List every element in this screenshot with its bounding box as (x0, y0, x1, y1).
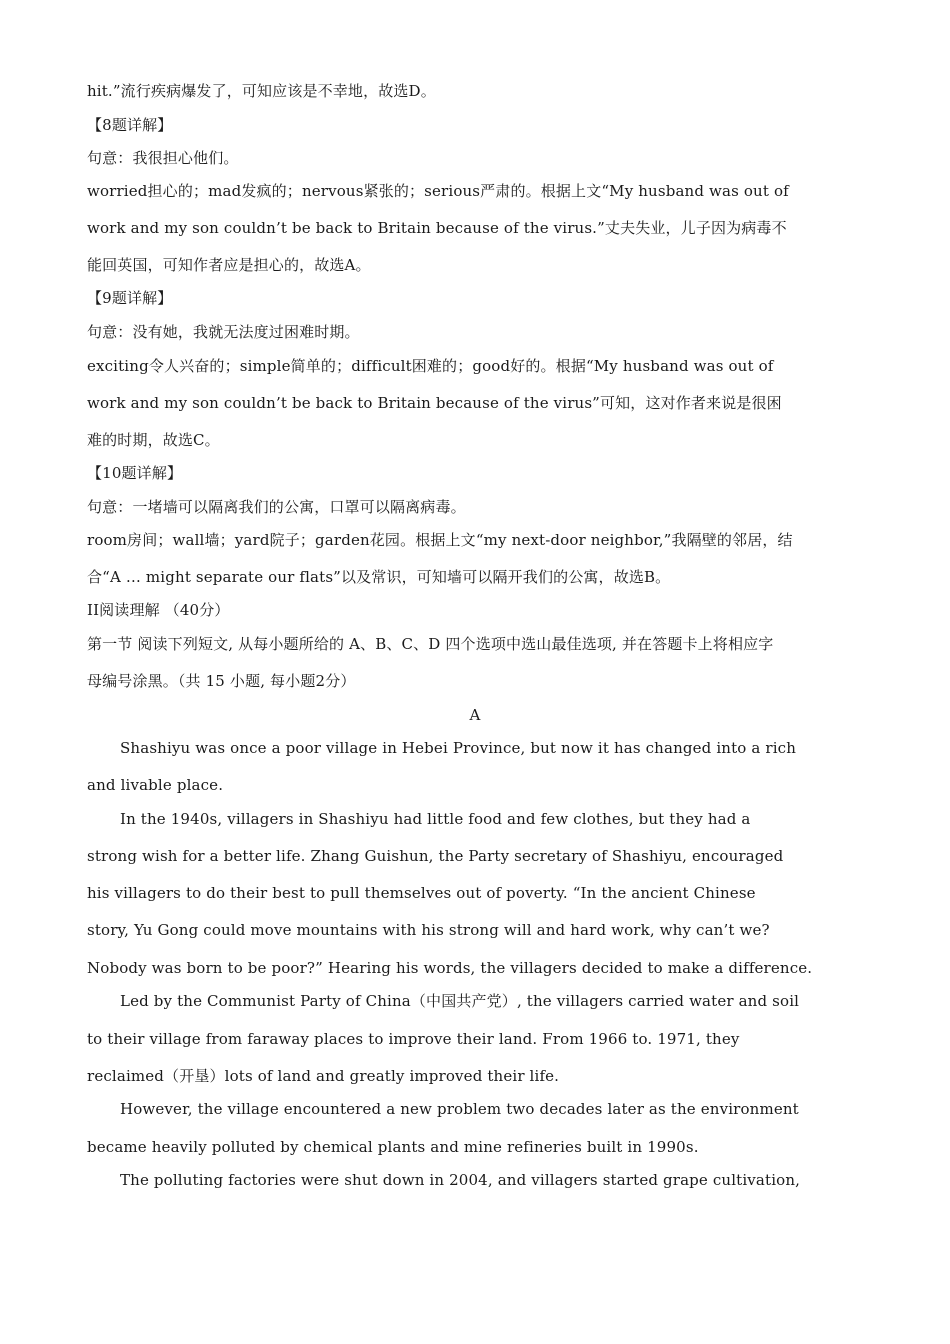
passage-line: reclaimed（开垦）lots of land and greatly improved their life. (87, 1067, 560, 1085)
question-10-heading: 【10题详解】 (87, 464, 183, 482)
section-heading: II阅读理解 （40分） (87, 601, 230, 619)
passage-line: However, the village encountered a new problem two decades later as the environment (120, 1100, 799, 1118)
passage-line: In the 1940s, villagers in Shashiyu had little food and few clothes, but they had a (120, 810, 751, 828)
passage-title: A (469, 706, 481, 724)
instruction-line: 第一节 阅读下列短文, 从每小题所给的 A、B、C、D 四个选项中选山最佳选项, 并在答题卡上将相应字 (87, 635, 774, 653)
text-line: hit.”流行疾病爆发了，可知应该是不幸地，故选D。 (87, 82, 436, 100)
text-line: 能回英国，可知作者应是担心的，故选A。 (87, 256, 371, 274)
instruction-line: 母编号涂黑。（共 15 小题, 每小题2分） (87, 672, 356, 690)
passage-line: Led by the Communist Party of China（中国共产党）, the villagers carried water and soil (120, 992, 800, 1010)
passage-line: to their village from faraway places to improve their land. From 1966 to. 1971, they (87, 1030, 740, 1048)
question-9-heading: 【9题详解】 (87, 289, 173, 307)
text-line: exciting令人兴奋的；simple简单的；difficult困难的；good好的。根据“My husband was out of (87, 357, 774, 375)
text-line: 句意：一堵墙可以隔离我们的公寓，口罩可以隔离病毒。 (87, 498, 466, 516)
text-line: 句意：没有她，我就无法度过困难时期。 (87, 323, 360, 341)
passage-line: Shashiyu was once a poor village in Hebei Province, but now it has changed into a rich (120, 739, 797, 757)
text-line: worried担心的；mad发疯的；nervous紧张的；serious严肃的。根据上文“My husband was out of (87, 182, 789, 200)
text-line: 句意：我很担心他们。 (87, 149, 239, 167)
passage-line: his villagers to do their best to pull themselves out of poverty. “In the ancient Chinese (87, 884, 756, 902)
passage-line: strong wish for a better life. Zhang Guishun, the Party secretary of Shashiyu, encouraged (87, 847, 784, 865)
text-line: room房间；wall墙；yard院子；garden花园。根据上文“my next-door neighbor,”我隔壁的邻居，结 (87, 531, 793, 549)
passage-line: The polluting factories were shut down in 2004, and villagers started grape cultivation, (120, 1171, 801, 1189)
passage-line: story, Yu Gong could move mountains with his strong will and hard work, why can’t we? (87, 921, 770, 939)
passage-line: Nobody was born to be poor?” Hearing his words, the villagers decided to make a difference. (87, 959, 813, 977)
question-8-heading: 【8题详解】 (87, 116, 173, 134)
passage-line: and livable place. (87, 776, 224, 794)
text-line: work and my son couldn’t be back to Britain because of the virus”可知，这对作者来说是很困 (87, 394, 782, 412)
text-line: 合“A … might separate our flats”以及常识，可知墙可以隔开我们的公寓，故选B。 (87, 568, 671, 586)
text-line: work and my son couldn’t be back to Britain because of the virus.”丈夫失业，儿子因为病毒不 (87, 219, 787, 237)
passage-line: became heavily polluted by chemical plants and mine refineries built in 1990s. (87, 1138, 699, 1156)
text-line: 难的时期，故选C。 (87, 431, 220, 449)
